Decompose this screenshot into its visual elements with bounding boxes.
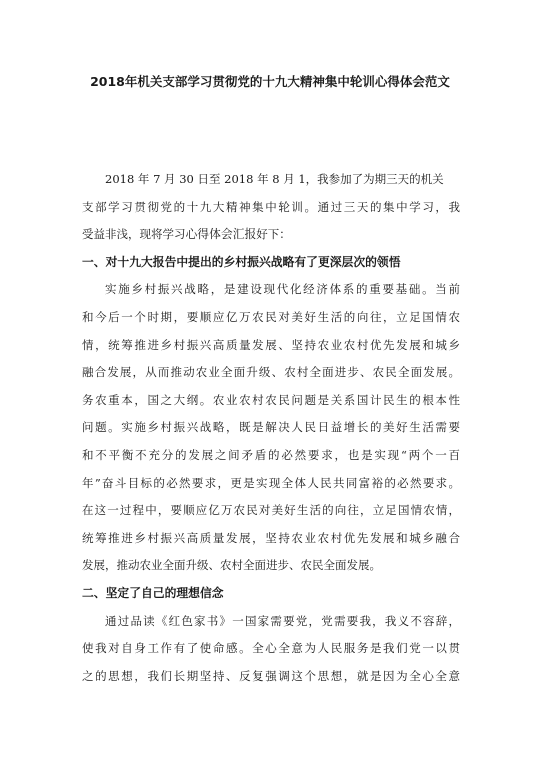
section-2-line-2: 使我对自身工作有了使命感。全心全意为人民服务是我们党一以贯: [82, 641, 460, 656]
section-1-line-11: 发展，推动农业全面升级、农村全面进步、农民全面发展。: [82, 558, 381, 573]
intro-line-2: 支部学习贯彻党的十九大精神集中轮训。通过三天的集中学习，我: [82, 199, 460, 214]
section-1-line-6: 问题。实施乡村振兴战略，既是解决人民日益增长的美好生活需要: [82, 420, 460, 435]
section-1-line-3: 情，统筹推进乡村振兴高质量发展、坚持农业农村优先发展和城乡: [82, 337, 460, 352]
intro-highlight-text: 心得体会汇报: [185, 227, 257, 242]
document-title: 2018年机关支部学习贯彻党的十九大精神集中轮训心得体会范文: [90, 74, 450, 89]
section-2-line-1: 通过品读《红色家书》一国家需要党，党需要我，我义不容辞，: [105, 613, 460, 628]
section-1-line-10: 统筹推进乡村振兴高质量发展，坚持农业农村优先发展和城乡融合: [82, 530, 460, 545]
section-1-line-2: 和今后一个时期，要顺应亿万农民对美好生活的向往，立足国情农: [82, 309, 460, 324]
document-body: [82, 166, 460, 690]
intro-line-3: [82, 221, 460, 249]
section-2-line-3: 之的思想，我们长期坚持、反复强调这个思想，就是因为全心全意: [82, 668, 460, 683]
section-1-line-1: 实施乡村振兴战略，是建设现代化经济体系的重要基础。当前: [105, 282, 460, 297]
section-1-line-7: 和不平衡不充分的发展之间矛盾的必然要求，也是实现“两个一百: [82, 447, 460, 462]
intro-line-3-before: 受益非浅，现将学习: [82, 227, 186, 242]
intro-line-1: 2018 年 7 月 30 日至 2018 年 8 月 1，我参加了为期三天的机关: [105, 172, 444, 186]
section-1-heading: 一、对十九大报告中提出的乡村振兴战略有了更深层次的领悟: [82, 254, 401, 269]
section-1-line-4: 融合发展，从而推动农业全面升级、农村全面进步、农民全面发展。: [82, 365, 460, 380]
section-1-line-5: 务农重本，国之大纲。农业农村农民问题是关系国计民生的根本性: [82, 392, 460, 407]
section-2-heading: 二、坚定了自己的理想信念: [82, 585, 224, 600]
section-1-line-9: 在这一过程中，要顺应亿万农民对美好生活的向往，立足国情农情，: [82, 503, 460, 518]
section-1-line-8: 年”奋斗目标的必然要求，更是实现全体人民共同富裕的必然要求。: [82, 475, 460, 490]
intro-line-3-after: 好下：: [256, 227, 291, 242]
